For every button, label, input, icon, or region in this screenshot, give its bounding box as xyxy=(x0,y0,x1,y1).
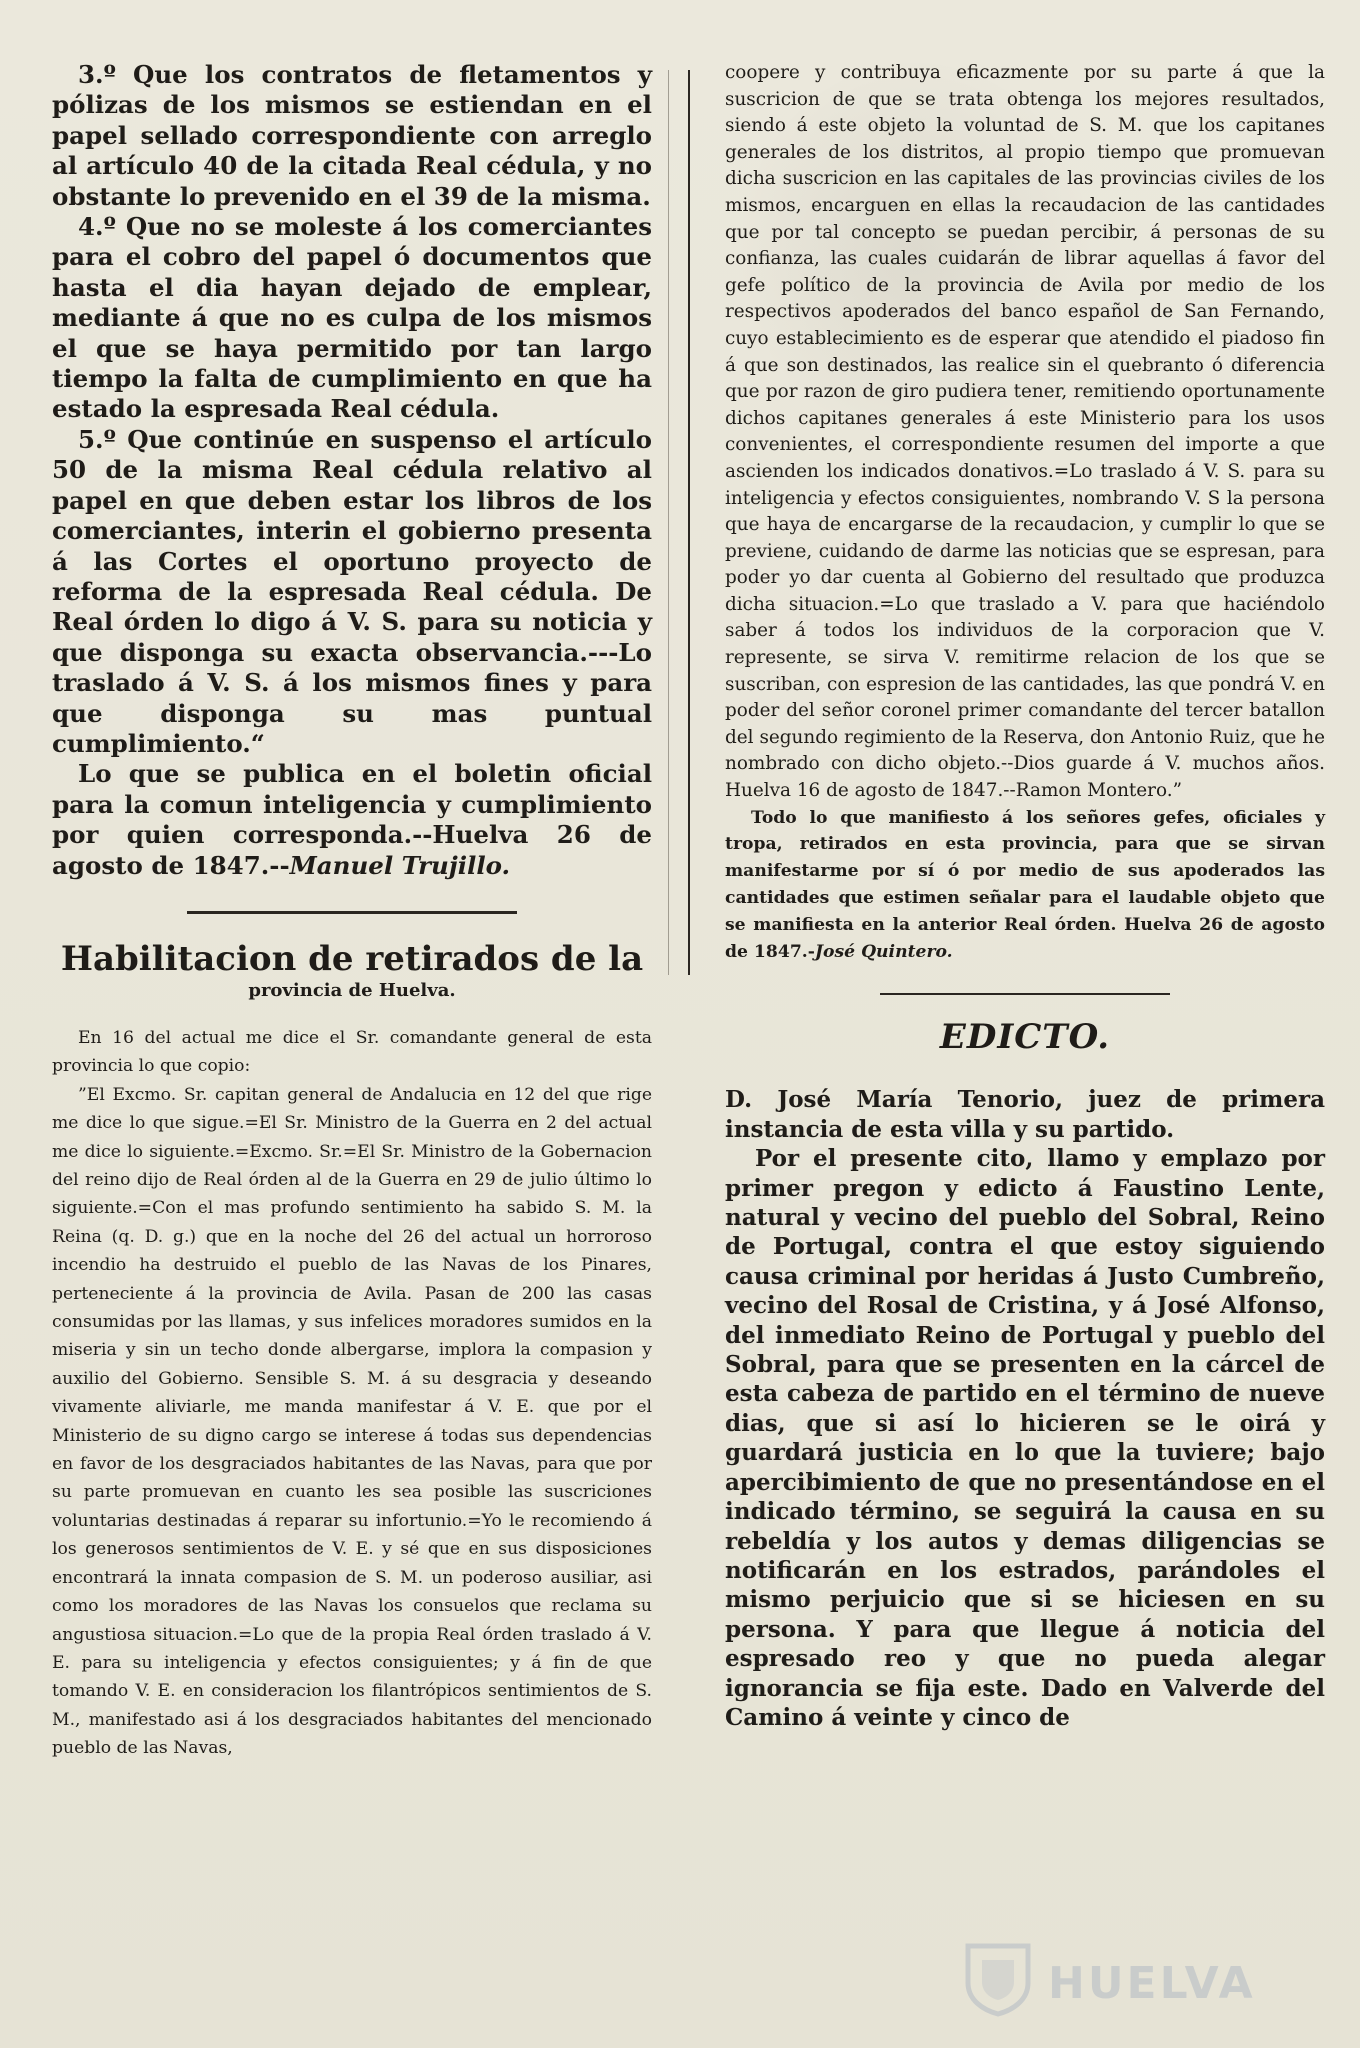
right-column xyxy=(725,60,1325,1732)
article-5: 5.º Que continúe en suspenso el artículo 50 de la misma Real cédula relativo al papel en que deben estar los libros de los comerciantes, interin el gobierno presenta á las Cortes el oportuno proyecto de reforma de la espresada Real cédula. De Real órden lo digo á V. S. para su noticia y que disponga su exacta observancia.---Lo traslado á V. S. á los mismos fines y para que disponga su mas puntual cumplimiento.“ xyxy=(52,424,652,758)
section-subheading: provincia de Huelva. xyxy=(248,979,456,1001)
publication-text: Lo que se publica en el boletin oficial para la comun inteligencia y cumplimiento por quien corresponda.--Huelva 26 de agosto de 1847.-- xyxy=(52,759,652,880)
publication-notice xyxy=(52,759,652,881)
habilitacion-quote: ”El Excmo. Sr. capitan general de Andalucia en 12 del que rige me dice lo que sigue.=El Sr. Ministro de la Guerra en 2 del actual me dice lo siguiente.=Excmo. Sr.=El Sr. Ministro de la Gobernacion del reino dijo de Real órden al de la Guerra en 29 de julio último lo siguiente.=Con el mas profundo sentimiento ha sabido S. M. la Reina (q. D. g.) que en la noche del 26 del actual un horroroso incendio ha destruido el pueblo de las Navas de los Pinares, perteneciente á la provincia de Avila. Pasan de 200 las casas consumidas por las llamas, y sus infelices moradores sumidos en la miseria y sin un techo donde albergarse, implora la compasion y auxilio del Gobierno. Sensible S. M. á su desgracia y deseando vivamente aliviarle, me manda manifestar á V. E. que por el Ministerio de su digno cargo se interese á todas sus dependencias en favor de los desgraciados habitantes de las Navas, para que por su parte promuevan en cuanto les sea posible las suscriciones voluntarias destinadas á reparar su infortunio.=Yo le recomiendo á los generosos sentimientos de V. E. y sé que en sus disposiciones encontrará la innata compasion de S. M. un poderoso ausiliar, asi como los moradores de las Navas los consuelos que reclama su angustiosa situacion.=Lo que de la propia Real órden traslado á V. E. para su inteligencia y efectos consiguientes; y á fin de que tomando V. E. en consideracion los filantrópicos sentimientos de S. M., manifestado asi á los desgraciados habitantes del mencionado pueblo de las Navas, xyxy=(52,1084,652,1759)
signature-trujillo: Manuel Trujillo. xyxy=(289,850,511,880)
watermark-text: HUELVA xyxy=(1048,1958,1256,2009)
closing-body: Todo lo que manifiesto á los señores gefes, oficiales y tropa, retirados en esta provincia, para que se sirvan manifestarme por sí ó por medio de sus apoderados las cantidades que estimen señalar para el laudable objeto que se manifiesta en la anterior Real órden. Huelva 26 de agosto de 1847.- xyxy=(725,807,1325,962)
habilitacion-body xyxy=(52,1024,652,1763)
section-heading: Habilitacion de retirados de la xyxy=(60,938,644,979)
continuation-text: coopere y contribuya eficazmente por su parte á que la suscricion de que se trata obtenga los mejores resultados, siendo á este objeto la voluntad de S. M. que los capitanes generales de los distritos, al propio tiempo que promuevan dicha suscricion en las capitales de las provincias civiles de los mismos, encarguen en ellas la recaudacion de las cantidades que por tal concepto se puedan percibir, á personas de su confianza, las cuales cuidarán de librar aquellas á favor del gefe político de la provincia de Avila por medio de los respectivos apoderados del banco español de San Fernando, cuyo establecimiento es de esperar que atendido el piadoso fin á que son destinados, las realice sin el quebranto ó diferencia que por razon de giro pudiera tener, remitiendo oportunamente dichos capitanes generales á este Ministerio para los usos convenientes, el correspondiente resumen del importe a que ascienden los indicados donativos.=Lo traslado á V. S. para su inteligencia y efectos consiguientes, nombrando V. S la persona que haya de encargarse de la recaudacion, y cumplir lo que se previene, cuidando de darme las noticias que se espresan, para poder yo dar cuenta al Gobierno del resultado que produzca dicha situacion.=Lo que traslado a V. para que haciéndolo saber á todos los individuos de la corporacion que V. represente, se sirva V. remitirme relacion de los que se suscriban, con espresion de las cantidades, las que pondrá V. en poder del señor coronel primer comandante del tercer batallon del segundo regimiento de la Reserva, don Antonio Ruiz, que he nombrado con dicho objeto.--Dios guarde á V. muchos años. Huelva 16 de agosto de 1847.--Ramon Montero.” xyxy=(725,62,1325,802)
section-separator xyxy=(187,911,517,914)
left-column xyxy=(52,60,652,1763)
closing-text xyxy=(725,805,1325,966)
edict-text: Por el presente cito, llamo y emplazo por primer pregon y edicto á Faustino Lente, natural y vecino del pueblo del Sobral, Reino de Portugal, contra el que estoy siguiendo causa criminal por heridas á Justo Cumbreño, vecino del Rosal de Cristina, y á José Alfonso, del inmediato Reino de Portugal y pueblo del Sobral, para que se presenten en la cárcel de esta cabeza de partido en el término de nueve dias, que si así lo hicieren se le oirá y guardará justicia en lo que la tuviere; bajo apercibimiento de que no presentándose en el indicado término, se seguirá la causa en su rebeldía y los autos y demas diligencias se notificarán en los estrados, parándoles el mismo perjuicio que si se hiciesen en su persona. Y para que llegue á noticia del espresado reo y que no pueda alegar ignorancia se fija este. Dado en Valverde del Camino á veinte y cinco de xyxy=(725,1145,1325,1731)
article-4: 4.º Que no se moleste á los comerciantes para el cobro del papel ó documentos que hasta el dia hayan dejado de emplear, mediante á que no es culpa de los mismos el que se haya permitido por tan largo tiempo la falta de cumplimiento en que ha estado la espresada Real cédula. xyxy=(52,212,652,424)
habilitacion-continuation xyxy=(725,60,1325,805)
archive-watermark xyxy=(958,1938,1288,2018)
royal-order-continuation xyxy=(52,60,652,881)
article-3: 3.º Que los contratos de fletamentos y pólizas de los mismos se estiendan en el papel sellado correspondiente con arreglo al artículo 40 de la citada Real cédula, y no obstante lo prevenido en el 39 de la misma. xyxy=(52,60,652,211)
edict-separator xyxy=(880,993,1170,995)
edict-body xyxy=(725,1085,1325,1732)
shield-icon xyxy=(958,1938,1038,2018)
habilitacion-closing xyxy=(725,805,1325,966)
column-divider xyxy=(688,70,690,975)
column-divider-thin xyxy=(668,70,669,975)
edict-judge: D. José María Tenorio, juez de primera instancia de esta villa y su partido. xyxy=(725,1086,1325,1143)
signature-quintero: José Quintero. xyxy=(814,941,953,962)
edict-title: EDICTO. xyxy=(939,1017,1111,1058)
habilitacion-intro: En 16 del actual me dice el Sr. comandante general de esta provincia lo que copio: xyxy=(52,1027,652,1077)
